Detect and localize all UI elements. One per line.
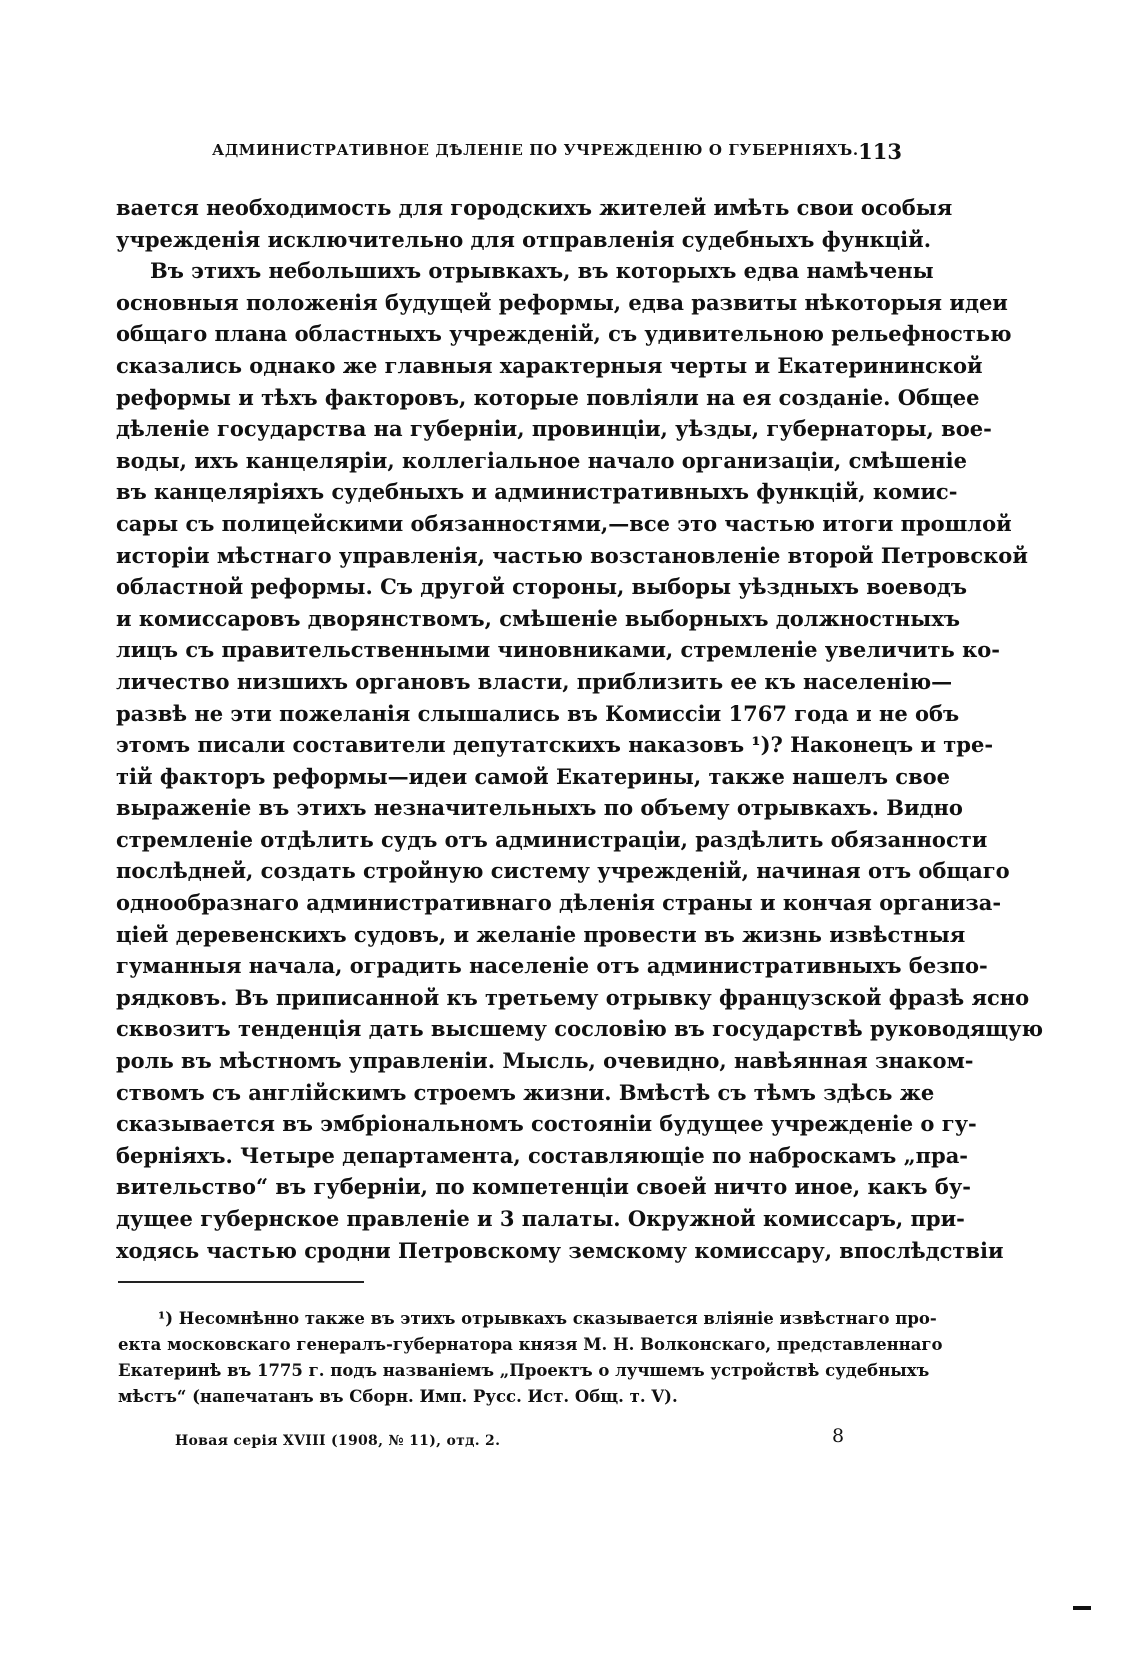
footnote-line: екта московскаго генералъ-губернатора князя М. Н. Волконскаго, представленнаго xyxy=(118,1335,943,1354)
text-line: областной реформы. Съ другой стороны, выборы уѣздныхъ воеводъ xyxy=(116,574,967,600)
text-line: развѣ не эти пожеланія слышались въ Комиссіи 1767 года и не объ xyxy=(116,700,960,726)
footnote-line: Екатеринѣ въ 1775 г. подъ названіемъ „Проектъ о лучшемъ устройствѣ судебныхъ xyxy=(118,1361,930,1380)
sheet-signature: 8 xyxy=(832,1425,845,1447)
text-line: основныя положенія будущей реформы, едва развиты нѣкоторыя идеи xyxy=(116,289,1008,315)
text-line: дѣленіе государства на губерніи, провинціи, уѣзды, губернаторы, вое- xyxy=(116,416,992,442)
text-line: рядковъ. Въ приписанной къ третьему отрывку французской фразѣ ясно xyxy=(116,984,1030,1010)
text-line: сквозитъ тенденція дать высшему сословію въ государствѣ руководящую xyxy=(116,1016,1044,1042)
scan-artifact xyxy=(1073,1606,1091,1610)
page-number: 113 xyxy=(858,139,902,164)
footnote-divider xyxy=(118,1281,364,1283)
text-line: сказались однако же главныя характерныя черты и Екатерининской xyxy=(116,352,983,378)
footnote-line: ¹) Несомнѣнно также въ этихъ отрывкахъ сказывается вліяніе извѣстнаго про- xyxy=(158,1309,937,1328)
footnote-line: мѣстъ“ (напечатанъ въ Сборн. Имп. Русс. Ист. Общ. т. V). xyxy=(118,1387,678,1406)
text-line: лицъ съ правительственными чиновниками, стремленіе увеличить ко- xyxy=(116,637,1000,663)
text-line: реформы и тѣхъ факторовъ, которые повліяли на ея созданіе. Общее xyxy=(116,384,980,410)
text-line: однообразнаго административнаго дѣленія страны и кончая организа- xyxy=(116,890,1002,916)
page-header xyxy=(212,139,902,165)
series-signature: Новая серія XVIII (1908, № 11), отд. 2. xyxy=(175,1433,501,1449)
text-line: дущее губернское правленіе и 3 палаты. Окружной комиссаръ, при- xyxy=(116,1206,965,1231)
text-line: въ канцеляріяхъ судебныхъ и административныхъ функцій, комис- xyxy=(116,479,958,505)
text-line: учрежденія исключительно для отправленія судебныхъ функцій. xyxy=(116,226,932,252)
text-line: тій факторъ реформы—идеи самой Екатерины, также нашелъ свое xyxy=(116,763,951,789)
text-line: личество низшихъ органовъ власти, приблизить ее къ населенію— xyxy=(116,668,953,694)
text-line: стремленіе отдѣлить судъ отъ администраціи, раздѣлить обязанности xyxy=(116,826,988,852)
text-line: выраженіе въ этихъ незначительныхъ по объему отрывкахъ. Видно xyxy=(116,795,963,821)
text-line: сказывается въ эмбріональномъ состояніи будущее учрежденіе о гу- xyxy=(116,1111,977,1137)
text-line: вается необходимость для городскихъ жителей имѣть свои особыя xyxy=(116,195,953,220)
text-line: послѣдней, создать стройную систему учрежденій, начиная отъ общаго xyxy=(116,858,1010,884)
text-line: и комиссаровъ дворянствомъ, смѣшеніе выборныхъ должностныхъ xyxy=(116,605,960,631)
text-line: воды, ихъ канцеляріи, коллегіальное начало организаціи, смѣшеніе xyxy=(116,447,968,473)
text-line: исторіи мѣстнаго управленія, частью возстановленіе второй Петровской xyxy=(116,542,1028,568)
text-line: берніяхъ. Четыре департамента, составляющіе по наброскамъ „пра- xyxy=(116,1142,969,1168)
footnote xyxy=(118,1306,943,1410)
text-line: сары съ полицейскими обязанностями,—все это частью итоги прошлой xyxy=(116,510,1012,536)
text-line: ціей деревенскихъ судовъ, и желаніе провести въ жизнь извѣстныя xyxy=(116,921,966,947)
text-line: ствомъ съ англійскимъ строемъ жизни. Вмѣстѣ съ тѣмъ здѣсь же xyxy=(116,1079,935,1105)
text-line: Въ этихъ небольшихъ отрывкахъ, въ которыхъ едва намѣчены xyxy=(150,258,934,284)
text-line: общаго плана областныхъ учрежденій, съ удивительною рельефностью xyxy=(116,321,1012,347)
text-line: вительство“ въ губерніи, по компетенціи своей ничто иное, какъ бу- xyxy=(116,1174,972,1200)
text-line: этомъ писали составители депутатскихъ наказовъ ¹)? Наконецъ и тре- xyxy=(116,732,994,758)
text-line: ходясь частью сродни Петровскому земскому комиссару, впослѣдствіи xyxy=(116,1237,1004,1263)
text-line: гуманныя начала, оградить населеніе отъ административныхъ безпо- xyxy=(116,953,988,979)
text-line: роль въ мѣстномъ управленіи. Мысль, очевидно, навѣянная знаком- xyxy=(116,1048,974,1074)
main-text xyxy=(116,192,1044,1266)
running-head: АДМИНИСТРАТИВНОЕ ДѢЛЕНІЕ ПО УЧРЕЖДЕНІЮ О ГУБЕРНІЯХЪ. xyxy=(212,141,859,159)
